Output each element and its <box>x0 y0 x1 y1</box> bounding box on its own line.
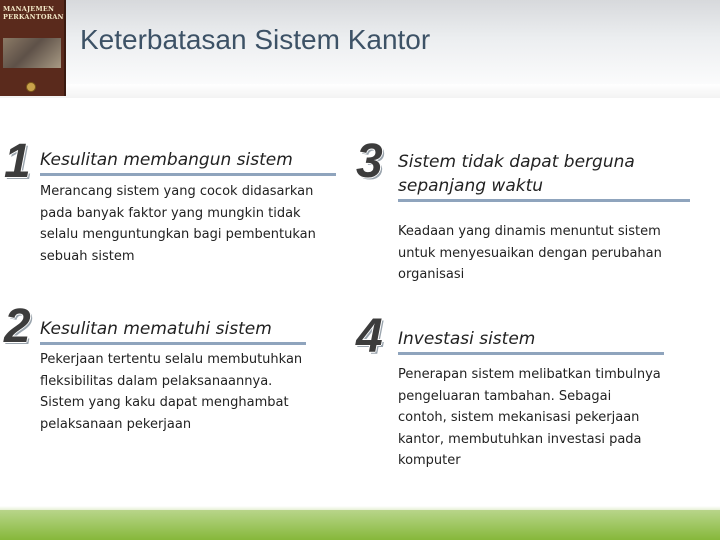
book-cover-title <box>3 5 64 21</box>
item-text-1: Merancang sistem yang cocok didasarkan pada banyak faktor yang mungkin tidak selalu menguntungkan bagi pembentukan sebuah sistem <box>40 184 316 264</box>
item-number-1: 1 <box>4 135 31 188</box>
item-text-2: Pekerjaan tertentu selalu membutuhkan fleksibilitas dalam pelaksanaannya. Sistem yang kaku dapat menghambat pelaksanaan pekerjaan <box>40 352 303 432</box>
item-title-3: Sistem tidak dapat berguna sepanjang waktu <box>398 150 690 202</box>
item-title-2: Kesulitan mematuhi sistem <box>40 317 306 345</box>
book-cover-seal-icon <box>26 82 36 92</box>
item-number-2: 2 <box>4 300 31 353</box>
book-cover-image <box>0 0 66 96</box>
item-text-3: Keadaan yang dinamis menuntut sistem untuk menyesuaikan dengan perubahan organisasi <box>398 224 662 282</box>
item-text-4: Penerapan sistem melibatkan timbulnya pengeluaran tambahan. Sebagai contoh, sistem mekanisasi pekerjaan kantor, membutuhkan investasi pada komputer <box>398 367 661 468</box>
item-number-3: 3 <box>356 135 383 188</box>
item-title-4: Investasi sistem <box>398 327 664 355</box>
book-cover-photo <box>3 38 61 68</box>
book-title-line1: MANAJEMEN <box>3 5 55 13</box>
header-stripe <box>0 84 720 98</box>
book-title-line2: PERKANTORAN <box>3 13 64 21</box>
item-number-4: 4 <box>356 310 383 363</box>
item-title-1: Kesulitan membangun sistem <box>40 148 336 176</box>
page-title: Keterbatasan Sistem Kantor <box>80 24 431 55</box>
footer-band <box>0 510 720 540</box>
